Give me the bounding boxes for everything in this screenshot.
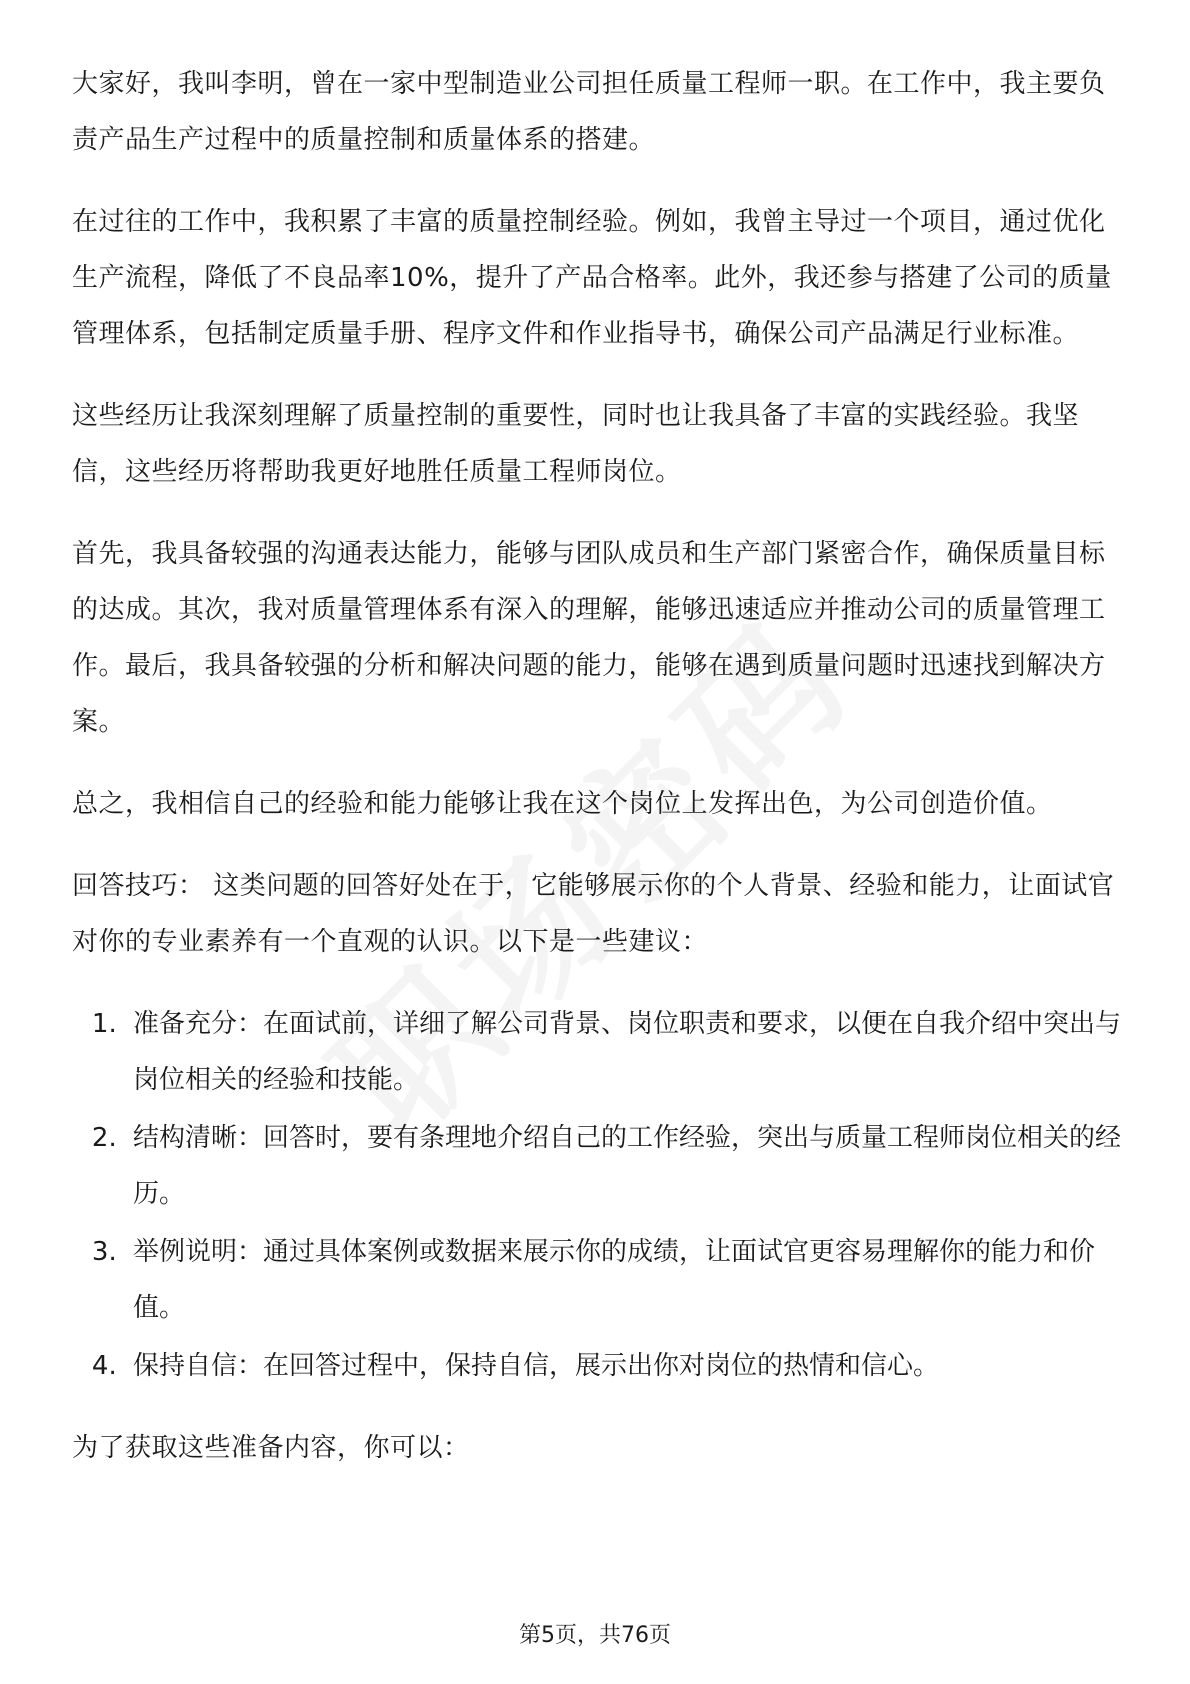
- paragraph-tips-intro: 回答技巧： 这类问题的回答好处在于，它能够展示你的个人背景、经验和能力，让面试官对你的专业素养有一个直观的认识。以下是一些建议：: [72, 871, 1115, 957]
- paragraph-intro: 大家好，我叫李明，曾在一家中型制造业公司担任质量工程师一职。在工作中，我主要负责产品生产过程中的质量控制和质量体系的搭建。: [72, 69, 1106, 155]
- list-item: 4. 保持自信：在回答过程中，保持自信，展示出你对岗位的热情和信心。: [125, 1338, 1122, 1394]
- list-item: 3. 举例说明：通过具体案例或数据来展示你的成绩，让面试官更容易理解你的能力和价值。: [125, 1224, 1122, 1336]
- list-item: 1. 准备充分：在面试前，详细了解公司背景、岗位职责和要求，以便在自我介绍中突出与岗位相关的经验和技能。: [125, 996, 1122, 1108]
- paragraph-experience: 在过往的工作中，我积累了丰富的质量控制经验。例如，我曾主导过一个项目，通过优化生产流程，降低了不良品率10%，提升了产品合格率。此外，我还参与搭建了公司的质量管理体系，包括制定质量手册、程序文件和作业指导书，确保公司产品满足行业标准。: [72, 207, 1112, 349]
- page-number: 第5页，共76页: [519, 1623, 671, 1648]
- tips-list: [72, 996, 1122, 1394]
- paragraph-closing: 为了获取这些准备内容，你可以：: [72, 1433, 470, 1463]
- document-body: [72, 56, 1122, 1502]
- paragraph-understanding: 这些经历让我深刻理解了质量控制的重要性，同时也让我具备了丰富的实践经验。我坚信，这些经历将帮助我更好地胜任质量工程师岗位。: [72, 401, 1080, 487]
- paragraph-abilities: 首先，我具备较强的沟通表达能力，能够与团队成员和生产部门紧密合作，确保质量目标的达成。其次，我对质量管理体系有深入的理解，能够迅速适应并推动公司的质量管理工作。最后，我具备较强的分析和解决问题的能力，能够在遇到质量问题时迅速找到解决方案。: [72, 539, 1106, 737]
- list-item: 2. 结构清晰：回答时，要有条理地介绍自己的工作经验，突出与质量工程师岗位相关的经历。: [125, 1110, 1122, 1222]
- paragraph-conclusion: 总之，我相信自己的经验和能力能够让我在这个岗位上发挥出色，为公司创造价值。: [72, 789, 1053, 819]
